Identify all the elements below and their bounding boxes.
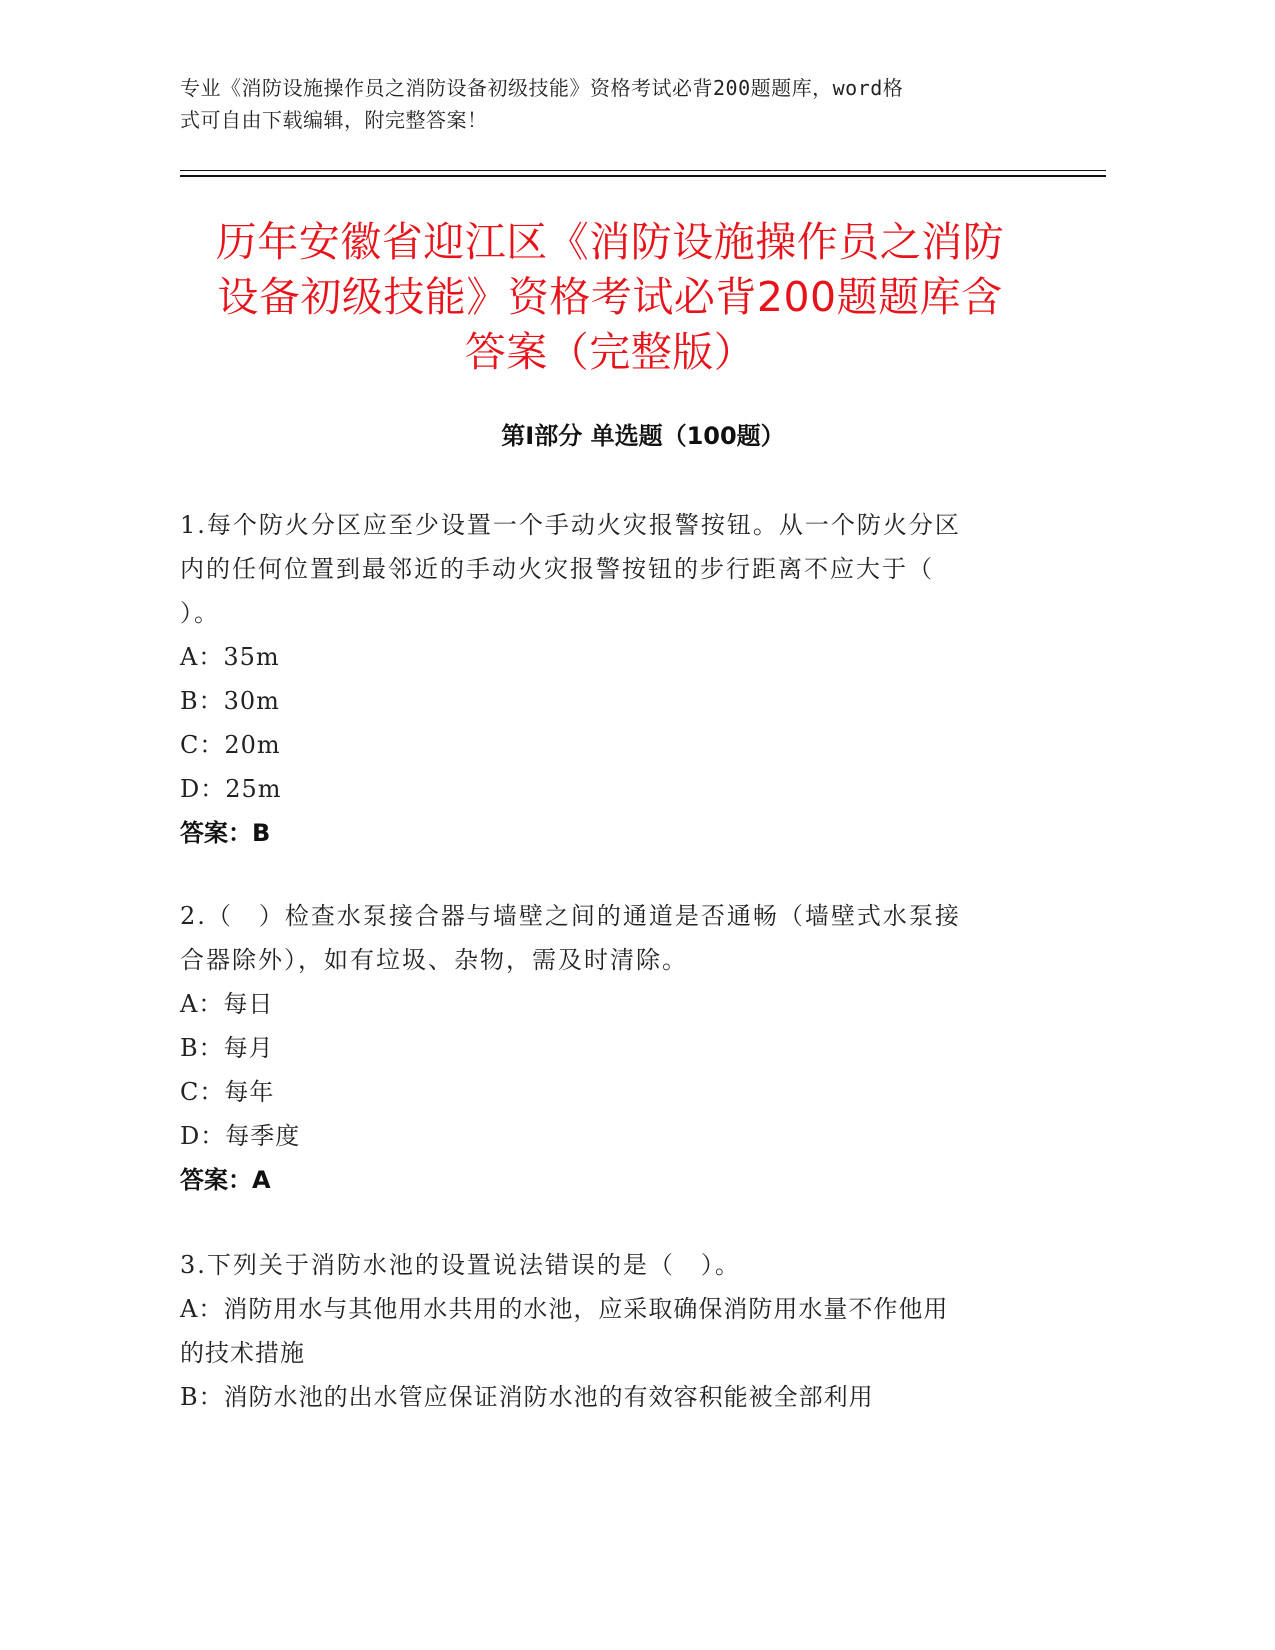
header-note-line: 专业《消防设施操作员之消防设备初级技能》资格考试必背200题题库，word格 [180,76,904,100]
question-stem-line: ）。 [180,599,220,627]
question-stem-line: 2.（ ）检查水泵接合器与墙壁之间的通道是否通畅（墙壁式水泵接 [180,902,961,930]
question-stem-line: 内的任何位置到最邻近的手动火灾报警按钮的步行距离不应大于（ [180,555,934,583]
option-b: B：每月 [180,1034,274,1062]
document-title [160,215,1060,380]
option-a-continued: 的技术措施 [180,1339,305,1367]
title-line: 答案（完整版） [464,328,756,376]
header-divider-thin [180,170,1106,171]
question-2 [180,894,1030,1202]
header-note [180,72,1030,136]
title-line: 历年安徽省迎江区《消防设施操作员之消防 [215,218,1005,266]
option-a: A：每日 [180,990,274,1018]
question-stem [180,894,1030,982]
question-stem-line: 合器除外），如有垃圾、杂物，需及时清除。 [180,946,688,974]
section-heading: 第Ⅰ部分 单选题（100题） [501,422,785,450]
question-stem-line: 1.每个防火分区应至少设置一个手动火灾报警按钮。从一个防火分区 [180,511,961,539]
header-divider-thick [180,175,1106,177]
question-stem-line: 3.下列关于消防水池的设置说法错误的是（ ）。 [180,1251,741,1279]
question-stem [180,1243,1030,1287]
option-c: C：20m [180,731,281,759]
option-c: C：每年 [180,1078,275,1106]
option-b: B：30m [180,687,280,715]
answer-key: 答案：B [180,819,271,847]
question-stem [180,503,1030,635]
option-a: A：35m [180,643,280,671]
option-b: B：消防水池的出水管应保证消防水池的有效容积能被全部利用 [180,1383,874,1411]
answer-key: 答案：A [180,1166,271,1194]
option-a: A：消防用水与其他用水共用的水池，应采取确保消防用水量不作他用 [180,1295,949,1323]
header-note-line: 式可自由下载编辑，附完整答案！ [180,108,488,132]
question-1 [180,503,1030,855]
question-3 [180,1243,1030,1419]
option-d: D：每季度 [180,1122,301,1150]
option-d: D：25m [180,775,282,803]
title-line: 设备初级技能》资格考试必背200题题库含 [217,273,1003,321]
